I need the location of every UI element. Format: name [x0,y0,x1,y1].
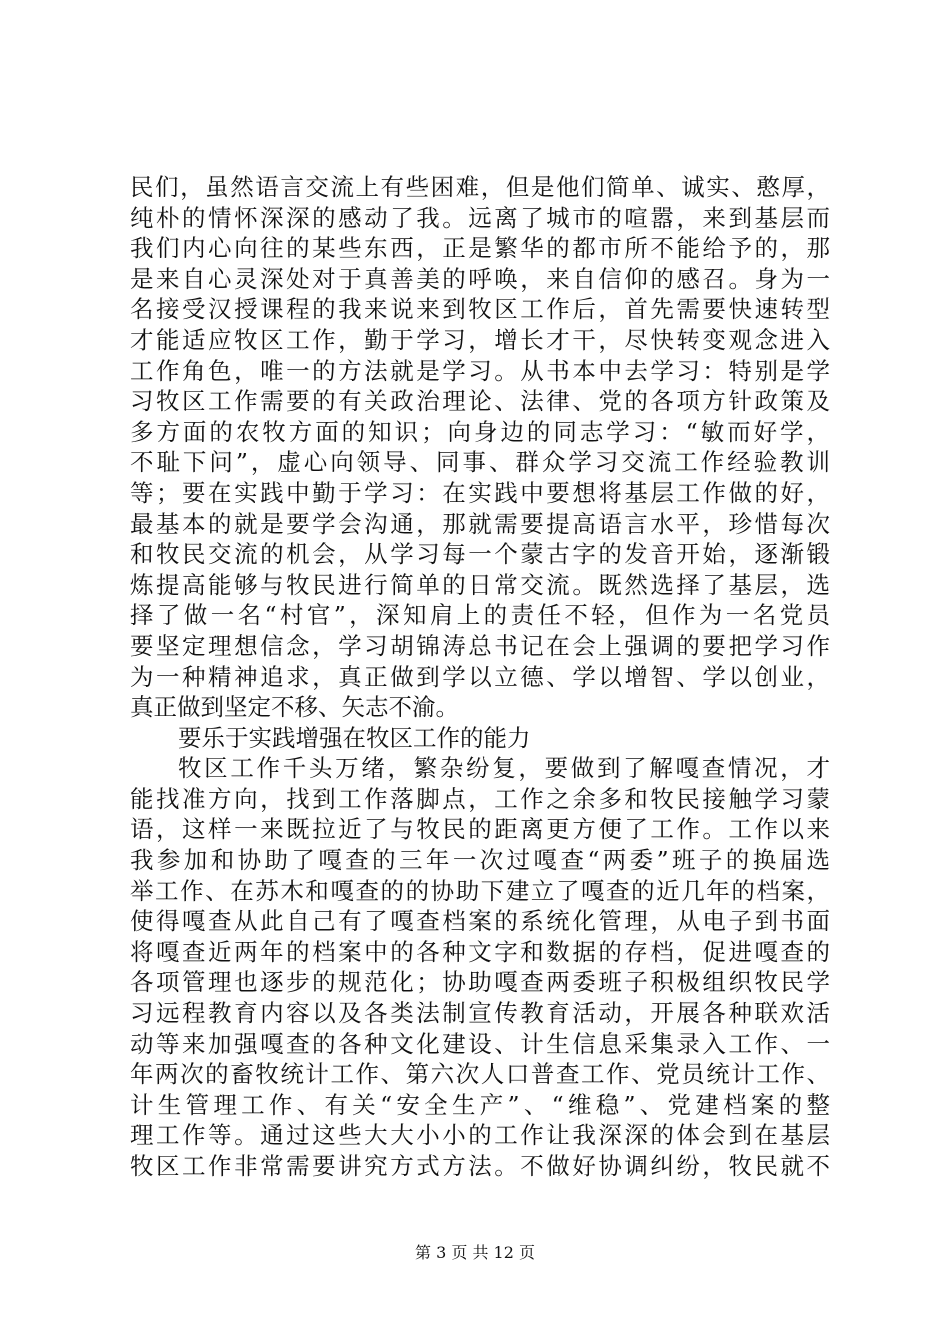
text-line: 多方面的农牧方面的知识；向身边的同志学习：“敏而好学， [130,417,830,446]
text-line: 理工作等。通过这些大大小小的工作让我深深的体会到在基层 [130,1121,830,1150]
text-line: 习牧区工作需要的有关政治理论、法律、党的各项方针政策及 [130,387,830,416]
text-line: 择了做一名“村官”，深知肩上的责任不轻，但作为一名党员 [130,601,830,630]
text-line: 纯朴的情怀深深的感动了我。远离了城市的喧嚣，来到基层而 [130,203,830,232]
paragraph-1 [130,172,830,723]
text-line: 各项管理也逐步的规范化；协助嘎查两委班子积极组织牧民学 [130,968,830,997]
text-line: 和牧民交流的机会，从学习每一个蒙古字的发音开始，逐渐锻 [130,540,830,569]
text-line: 使得嘎查从此自己有了嘎查档案的系统化管理，从电子到书面 [130,907,830,936]
text-line: 我参加和协助了嘎查的三年一次过嘎查“两委”班子的换届选 [130,846,830,875]
text-line: 不耻下问”，虚心向领导、同事、群众学习交流工作经验教训 [130,448,830,477]
text-line: 牧区工作千头万绪，繁杂纷复，要做到了解嘎查情况，才 [178,754,830,783]
text-line: 计生管理工作、有关“安全生产”、“维稳”、党建档案的整 [130,1090,830,1119]
text-line: 是来自心灵深处对于真善美的呼唤，来自信仰的感召。身为一 [130,264,830,293]
text-line: 民们，虽然语言交流上有些困难，但是他们简单、诚实、憨厚， [130,173,830,201]
text-line: 等；要在实践中勤于学习：在实践中要想将基层工作做的好， [130,478,830,507]
text-line: 真正做到坚定不移、矢志不渝。 [130,693,459,722]
text-line: 语，这样一来既拉近了与牧民的距离更方便了工作。工作以来 [130,815,830,844]
text-line: 最基本的就是要学会沟通，那就需要提高语言水平，珍惜每次 [130,509,830,538]
body-text [130,172,830,1182]
text-line: 牧区工作非常需要讲究方式方法。不做好协调纠纷，牧民就不 [130,1152,830,1180]
paragraph-2 [130,753,830,1181]
text-line: 才能适应牧区工作，勤于学习，增长才干，尽快转变观念进入 [130,325,830,354]
text-line: 能找准方向，找到工作落脚点，工作之余多和牧民接触学习蒙 [130,784,830,813]
text-line: 将嘎查近两年的档案中的各种文字和数据的存档，促进嘎查的 [130,937,830,966]
text-line: 习远程教育内容以及各类法制宣传教育活动，开展各种联欢活 [130,999,830,1028]
text-line: 我们内心向往的某些东西，正是繁华的都市所不能给予的，那 [130,234,830,263]
page-number-footer: 第 3 页 共 12 页 [415,1243,535,1262]
text-line: 名接受汉授课程的我来说来到牧区工作后，首先需要快速转型 [130,295,830,324]
text-line: 举工作、在苏木和嘎查的的协助下建立了嘎查的近几年的档案， [130,876,830,905]
section-heading: 要乐于实践增强在牧区工作的能力 [178,723,531,752]
text-line: 为一种精神追求，真正做到学以立德、学以增智、学以创业， [130,662,830,691]
text-line: 年两次的畜牧统计工作、第六次人口普查工作、党员统计工作、 [130,1060,830,1089]
text-line: 动等来加强嘎查的各种文化建设、计生信息采集录入工作、一 [130,1029,830,1058]
text-line: 要坚定理想信念，学习胡锦涛总书记在会上强调的要把学习作 [130,631,830,660]
text-line: 炼提高能够与牧民进行简单的日常交流。既然选择了基层，选 [130,570,830,599]
text-line: 工作角色，唯一的方法就是学习。从书本中去学习：特别是学 [130,356,830,385]
